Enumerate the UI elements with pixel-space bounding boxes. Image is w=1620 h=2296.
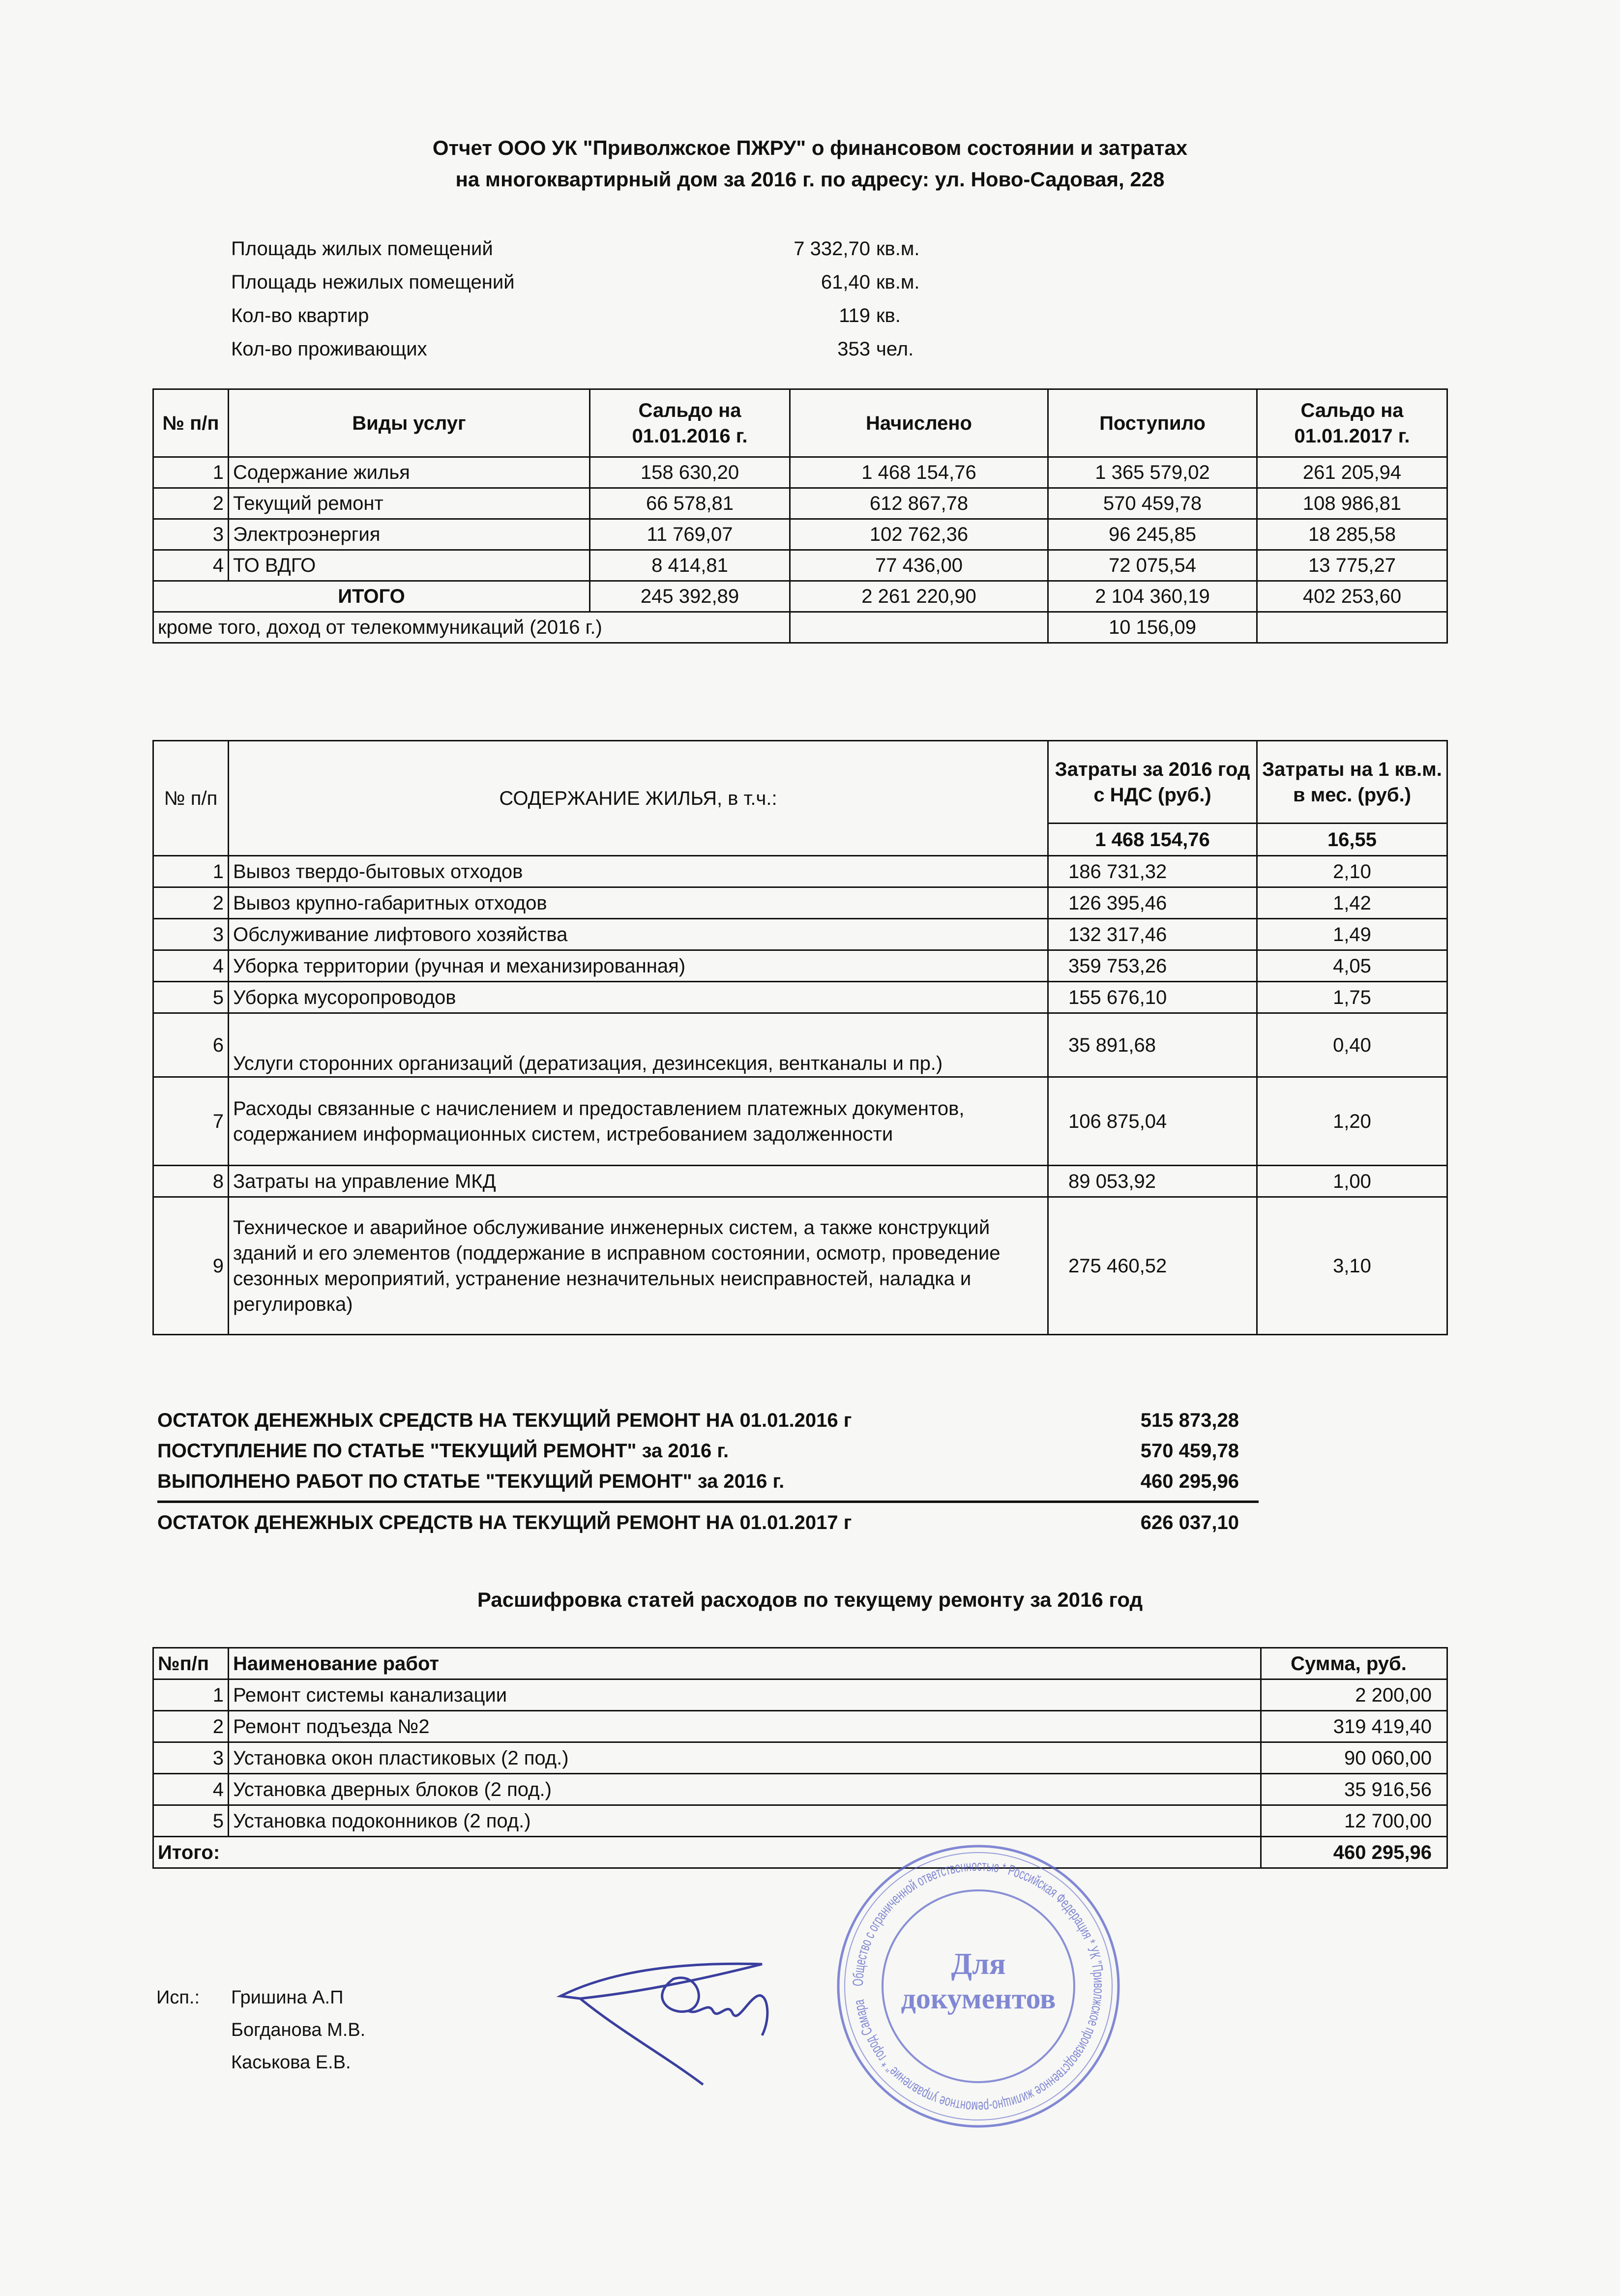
total-label: Итого:: [153, 1837, 1261, 1868]
work-amount: 35 916,56: [1261, 1774, 1447, 1805]
table-row: [153, 457, 1447, 488]
handwritten-signature: [551, 1942, 826, 2090]
repair-summary-row: [157, 1436, 1259, 1466]
table-header-row: [153, 1648, 1447, 1679]
info-row-apartments: [231, 299, 974, 332]
column-header: Поступило: [1048, 389, 1257, 457]
service-name: Текущий ремонт: [229, 488, 590, 519]
row-number: 5: [153, 982, 229, 1013]
info-unit: кв.м.: [876, 271, 920, 293]
work-amount: 2 200,00: [1261, 1679, 1447, 1711]
info-value: 353: [837, 338, 870, 360]
total-cost: 1 468 154,76: [1048, 824, 1257, 856]
repair-summary-value: 570 459,78: [1140, 1440, 1239, 1462]
info-unit: кв.м.: [876, 238, 920, 260]
cost-item: Затраты на управление МКД: [229, 1166, 1048, 1197]
cost-value: 359 753,26: [1048, 950, 1257, 982]
cost-item: Обслуживание лифтового хозяйства: [229, 919, 1048, 950]
report-title-line2: на многоквартирный дом за 2016 г. по адресу: ул. Ново-Садовая, 228: [455, 168, 1165, 191]
total-value: 460 295,96: [1261, 1837, 1447, 1868]
balance-end: 13 775,27: [1257, 550, 1447, 581]
row-number: 3: [153, 1742, 229, 1774]
service-name: ТО ВДГО: [229, 550, 590, 581]
service-name: Электроэнергия: [229, 519, 590, 550]
executor-prefix: Исп.:: [156, 1987, 200, 2008]
received: 570 459,78: [1048, 488, 1257, 519]
report-title-line1: Отчет ООО УК "Приволжское ПЖРУ" о финансовом состоянии и затратах: [432, 136, 1188, 159]
row-number: 4: [153, 550, 229, 581]
row-number: 1: [153, 856, 229, 887]
row-number: 2: [153, 1711, 229, 1742]
cost-value: 89 053,92: [1048, 1166, 1257, 1197]
table-row: [153, 1166, 1447, 1197]
row-number: 2: [153, 488, 229, 519]
cost-item: Услуги сторонних организаций (дератизация, дезинсекция, вентканалы и пр.): [229, 1013, 1048, 1077]
cost-item: Вывоз крупно-габаритных отходов: [229, 887, 1048, 919]
cost-value: 35 891,68: [1048, 1013, 1257, 1077]
stamp-seal: [831, 1839, 1126, 2134]
executor-names: [231, 1981, 365, 2079]
work-name: Ремонт подъезда №2: [229, 1711, 1261, 1742]
repair-summary-value: 515 873,28: [1140, 1409, 1239, 1431]
cost-value: 132 317,46: [1048, 919, 1257, 950]
cost-per-sqm: 1,00: [1257, 1166, 1447, 1197]
row-number: 4: [153, 1774, 229, 1805]
table-row: [153, 919, 1447, 950]
cost-per-sqm: 3,10: [1257, 1197, 1447, 1335]
cost-value: 155 676,10: [1048, 982, 1257, 1013]
row-number: 6: [153, 1013, 229, 1077]
executor-name: Гришина А.П: [231, 1987, 344, 2008]
info-label: Площадь жилых помещений: [231, 238, 493, 260]
column-header: №п/п: [153, 1648, 229, 1679]
table-header-row: [153, 389, 1447, 457]
cost-item: Вывоз твердо-бытовых отходов: [229, 856, 1048, 887]
total-balance-end: 402 253,60: [1257, 581, 1447, 612]
table-row: [153, 519, 1447, 550]
cost-item: Уборка территории (ручная и механизированная): [229, 950, 1048, 982]
repair-summary-row: [157, 1466, 1259, 1497]
table-row: [153, 1077, 1447, 1166]
telecom-empty-cell: [790, 612, 1048, 643]
executor-name: Каськова Е.В.: [231, 2052, 351, 2073]
repair-details-table: [152, 1647, 1448, 1869]
repair-details-title: Расшифровка статей расходов по текущему ремонту за 2016 год: [477, 1588, 1143, 1611]
cost-per-sqm: 1,49: [1257, 919, 1447, 950]
total-row: [153, 581, 1447, 612]
cost-per-sqm: 1,42: [1257, 887, 1447, 919]
repair-summary-label: ПОСТУПЛЕНИЕ ПО СТАТЬЕ "ТЕКУЩИЙ РЕМОНТ" за 2016 г.: [157, 1440, 729, 1462]
total-row: [153, 1837, 1447, 1868]
total-received: 2 104 360,19: [1048, 581, 1257, 612]
info-unit: чел.: [876, 338, 914, 360]
cost-value: 106 875,04: [1048, 1077, 1257, 1166]
accrued: 77 436,00: [790, 550, 1048, 581]
table-row: [153, 856, 1447, 887]
accrued: 1 468 154,76: [790, 457, 1048, 488]
row-number: 3: [153, 919, 229, 950]
column-header: Виды услуг: [229, 389, 590, 457]
column-header: Сальдо на 01.01.2017 г.: [1257, 389, 1447, 457]
row-number: 8: [153, 1166, 229, 1197]
table-row: [153, 1013, 1447, 1077]
column-header: № п/п: [153, 389, 229, 457]
info-row-living-area: [231, 232, 974, 265]
cost-value: 186 731,32: [1048, 856, 1257, 887]
work-amount: 90 060,00: [1261, 1742, 1447, 1774]
info-value: 61,40: [821, 271, 870, 293]
executor-name: Богданова М.В.: [231, 2020, 366, 2040]
telecom-row: [153, 612, 1447, 643]
received: 1 365 579,02: [1048, 457, 1257, 488]
cost-item: Расходы связанные с начислением и предоставлением платежных документов, содержанием информационных систем, истребованием задолженности: [229, 1077, 1048, 1166]
work-name: Ремонт системы канализации: [229, 1679, 1261, 1711]
services-table: [152, 388, 1448, 644]
table-row: [153, 1774, 1447, 1805]
repair-summary-label: ОСТАТОК ДЕНЕЖНЫХ СРЕДСТВ НА ТЕКУЩИЙ РЕМОНТ НА 01.01.2017 г: [157, 1511, 852, 1533]
column-header: Наименование работ: [229, 1648, 1261, 1679]
total-accrued: 2 261 220,90: [790, 581, 1048, 612]
telecom-label: кроме того, доход от телекоммуникаций (2016 г.): [153, 612, 790, 643]
repair-summary-label: ОСТАТОК ДЕНЕЖНЫХ СРЕДСТВ НА ТЕКУЩИЙ РЕМОНТ НА 01.01.2016 г: [157, 1409, 852, 1431]
row-number: 4: [153, 950, 229, 982]
table-row: [153, 1805, 1447, 1837]
balance-start: 8 414,81: [590, 550, 790, 581]
telecom-value: 10 156,09: [1048, 612, 1257, 643]
repair-summary: [157, 1405, 1259, 1497]
column-header: Сумма, руб.: [1261, 1648, 1447, 1679]
cost-value: 275 460,52: [1048, 1197, 1257, 1335]
building-info: [231, 232, 974, 366]
stamp-ring-text: Общество с ограниченной ответственностью * Российская Федерация * УК "Приволжское производственное жилищно-ремонтное управление" * город Самара: [850, 1857, 1107, 2115]
repair-summary-final: [157, 1507, 1259, 1538]
cost-per-sqm: 4,05: [1257, 950, 1447, 982]
cost-per-sqm: 1,75: [1257, 982, 1447, 1013]
column-header: СОДЕРЖАНИЕ ЖИЛЬЯ, в т.ч.:: [229, 741, 1048, 856]
cost-item: Техническое и аварийное обслуживание инженерных систем, а также конструкций зданий и его элементов (поддержание в исправном состоянии, осмотр, проведение сезонных мероприятий, устранение незначительных неисправностей, наладка и регулировка): [229, 1197, 1048, 1335]
row-number: 3: [153, 519, 229, 550]
work-amount: 12 700,00: [1261, 1805, 1447, 1837]
info-label: Кол-во квартир: [231, 305, 369, 326]
column-header: Сальдо на 01.01.2016 г.: [590, 389, 790, 457]
work-name: Установка окон пластиковых (2 под.): [229, 1742, 1261, 1774]
info-row-nonliving-area: [231, 265, 974, 299]
service-name: Содержание жилья: [229, 457, 590, 488]
stamp-center-line2: документов: [901, 1982, 1056, 2015]
total-per-sqm: 16,55: [1257, 824, 1447, 856]
balance-start: 66 578,81: [590, 488, 790, 519]
cost-per-sqm: 1,20: [1257, 1077, 1447, 1166]
cost-item: Уборка мусоропроводов: [229, 982, 1048, 1013]
total-balance-start: 245 392,89: [590, 581, 790, 612]
table-row: [153, 488, 1447, 519]
balance-start: 11 769,07: [590, 519, 790, 550]
accrued: 612 867,78: [790, 488, 1048, 519]
info-value: 119: [839, 305, 870, 326]
balance-end: 18 285,58: [1257, 519, 1447, 550]
table-row: [153, 887, 1447, 919]
column-header: Затраты на 1 кв.м. в мес. (руб.): [1257, 741, 1447, 824]
row-number: 5: [153, 1805, 229, 1837]
repair-summary-label: ВЫПОЛНЕНО РАБОТ ПО СТАТЬЕ "ТЕКУЩИЙ РЕМОНТ" за 2016 г.: [157, 1470, 785, 1492]
column-header: № п/п: [153, 741, 229, 856]
balance-end: 108 986,81: [1257, 488, 1447, 519]
row-number: 9: [153, 1197, 229, 1335]
repair-summary-value: 460 295,96: [1140, 1470, 1239, 1492]
table-row: [153, 1197, 1447, 1335]
total-label: ИТОГО: [153, 581, 590, 612]
column-header: Затраты за 2016 год с НДС (руб.): [1048, 741, 1257, 824]
repair-summary-value: 626 037,10: [1140, 1511, 1239, 1533]
table-row: [153, 550, 1447, 581]
table-header-row: [153, 741, 1447, 824]
info-label: Кол-во проживающих: [231, 338, 427, 360]
table-row: [153, 1679, 1447, 1711]
info-row-residents: [231, 332, 974, 366]
work-name: Установка дверных блоков (2 под.): [229, 1774, 1261, 1805]
table-row: [153, 1711, 1447, 1742]
work-name: Установка подоконников (2 под.): [229, 1805, 1261, 1837]
info-unit: кв.: [876, 305, 901, 326]
stamp-center-line1: Для: [951, 1947, 1006, 1981]
row-number: 1: [153, 1679, 229, 1711]
company-stamp: [831, 1839, 1126, 2134]
row-number: 7: [153, 1077, 229, 1166]
cost-per-sqm: 2,10: [1257, 856, 1447, 887]
table-row: [153, 950, 1447, 982]
balance-start: 158 630,20: [590, 457, 790, 488]
row-number: 1: [153, 457, 229, 488]
work-amount: 319 419,40: [1261, 1711, 1447, 1742]
accrued: 102 762,36: [790, 519, 1048, 550]
telecom-empty-cell: [1257, 612, 1447, 643]
repair-summary-row: [157, 1507, 1259, 1538]
maintenance-table: [152, 740, 1448, 1335]
cost-value: 126 395,46: [1048, 887, 1257, 919]
summary-divider: [157, 1501, 1259, 1503]
repair-summary-row: [157, 1405, 1259, 1436]
received: 72 075,54: [1048, 550, 1257, 581]
column-header: Начислено: [790, 389, 1048, 457]
info-value: 7 332,70: [794, 238, 870, 260]
cost-per-sqm: 0,40: [1257, 1013, 1447, 1077]
row-number: 2: [153, 887, 229, 919]
received: 96 245,85: [1048, 519, 1257, 550]
table-row: [153, 982, 1447, 1013]
balance-end: 261 205,94: [1257, 457, 1447, 488]
table-row: [153, 1742, 1447, 1774]
info-label: Площадь нежилых помещений: [231, 271, 515, 293]
